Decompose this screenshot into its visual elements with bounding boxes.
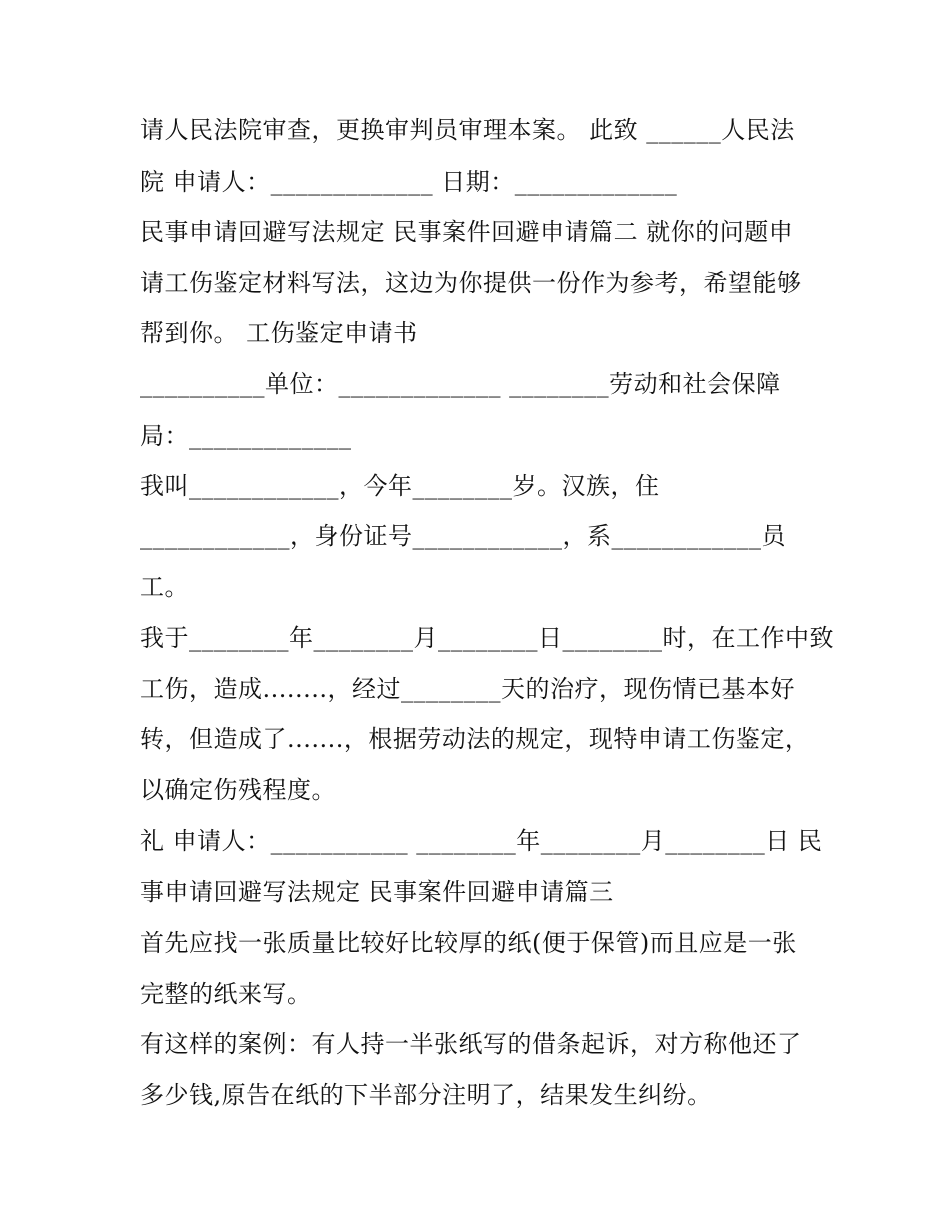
text-line: 完整的纸来写。: [140, 980, 312, 1008]
text-line: __________单位：_____________ ________劳动和社会保障: [140, 370, 781, 398]
text-line: 多少钱,原告在纸的下半部分注明了，结果发生纠纷。: [140, 1081, 712, 1109]
text-line: 工伤，造成........，经过________天的治疗，现伤情已基本好: [140, 675, 796, 703]
text-line: 局：_____________: [140, 422, 352, 450]
text-line: 院 申请人：_____________ 日期：_____________: [140, 168, 678, 196]
text-line: 帮到你。 工伤鉴定申请书: [140, 319, 418, 347]
text-line: 首先应找一张质量比较好比较厚的纸(便于保管)而且应是一张: [140, 929, 797, 957]
text-line: 礼 申请人：___________ ________年________月________日 民: [140, 827, 823, 855]
text-line: 工。: [140, 573, 189, 601]
text-line: 请人民法院审查，更换审判员审理本案。 此致 ______人民法: [140, 116, 795, 144]
text-line: 事申请回避写法规定 民事案件回避申请篇三: [140, 878, 614, 906]
text-line: ____________，身份证号____________，系____________员: [140, 522, 786, 550]
text-line: 民事申请回避写法规定 民事案件回避申请篇二 就你的问题申: [140, 218, 794, 246]
text-line: 有这样的案例：有人持一半张纸写的借条起诉，对方称他还了: [140, 1030, 802, 1058]
text-line: 我叫____________，今年________岁。汉族，住: [140, 472, 660, 500]
text-line: 我于________年________月________日________时，在工作中致: [140, 624, 834, 652]
text-line: 以确定伤残程度。: [140, 776, 336, 804]
text-line: 转，但造成了.......，根据劳动法的规定，现特申请工伤鉴定，: [140, 725, 810, 753]
text-line: 请工伤鉴定材料写法，这边为你提供一份作为参考，希望能够: [140, 269, 802, 297]
